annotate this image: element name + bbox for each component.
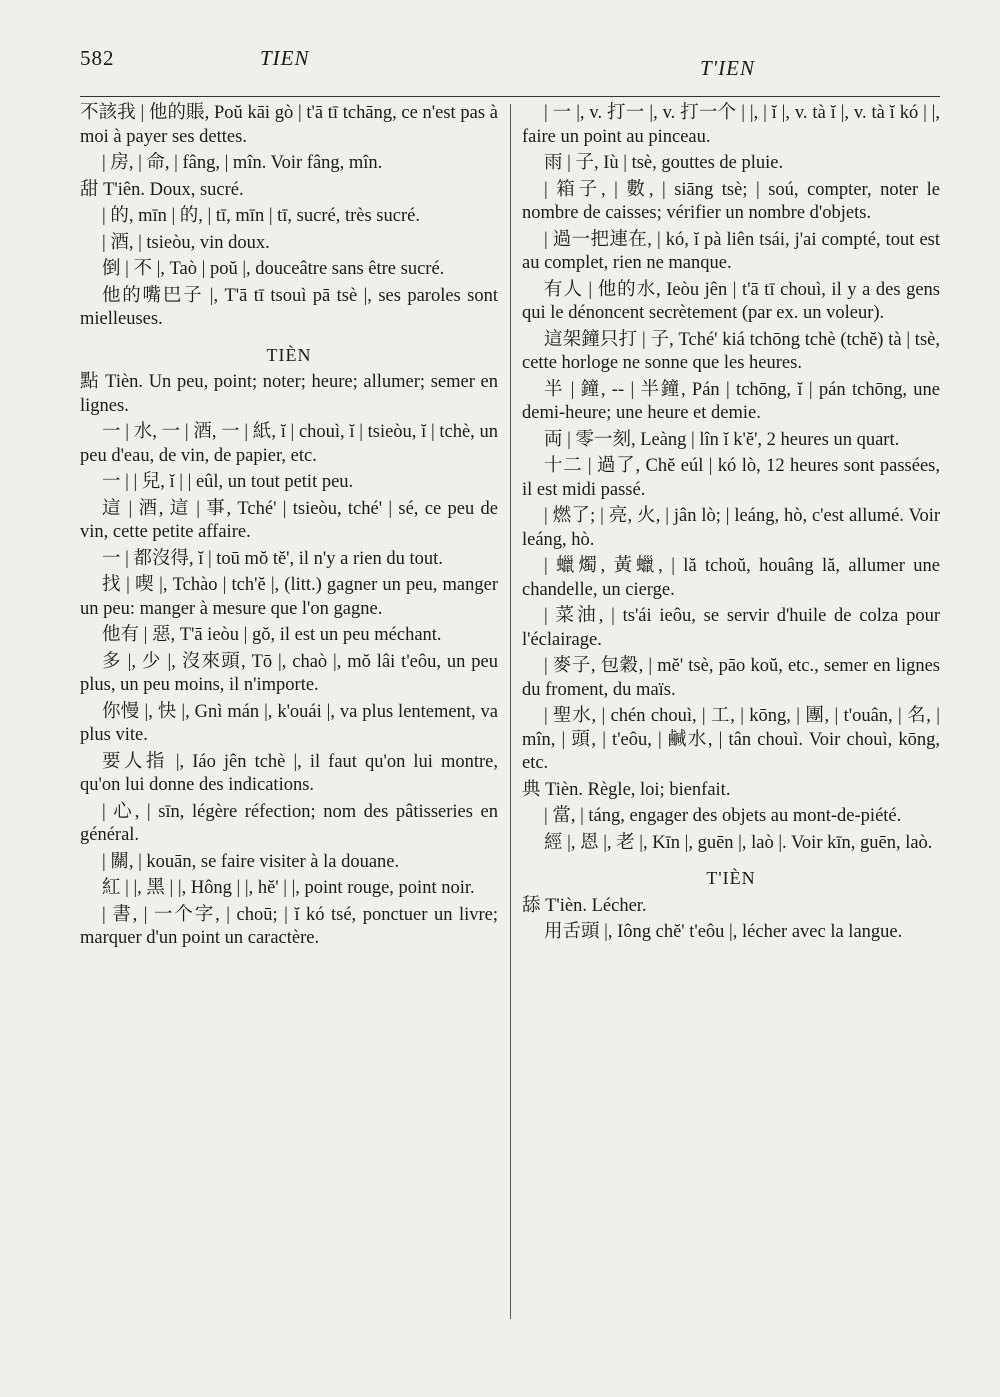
entry: | 酒, | tsieòu, vin doux. — [102, 232, 270, 253]
entry: 你慢 |, 快 |, Gnì mán |, k'ouái |, va plus lentement, va plus vite. — [80, 701, 498, 745]
entry: | 菜油, | ts'ái ieôu, se servir d'huile de colza pour l'éclairage. — [522, 606, 940, 650]
entry: | 書, | 一个字, | choū; | ĭ kó tsé, ponctuer un livre; marquer d'un point un caractère. — [80, 904, 498, 948]
entry: | 過一把連在, | kó, ĭ pà liên tsái, j'ai compté, tout est au complet, rien ne manque. — [522, 229, 940, 273]
entry: 両 | 零一刻, Leàng | lîn ĭ k'ĕ', 2 heures un quart. — [544, 429, 900, 450]
entry: 這架鐘只打 | 子, Tché' kiá tchōng tchè (tchĕ) tà | tsè, cette horloge ne sonne que les heures. — [522, 329, 940, 373]
entry: 要人指 |, Iáo jên tchè |, il faut qu'on lui montre, qu'on lui donne des indications. — [80, 751, 498, 795]
left-running-head: TIEN — [260, 46, 310, 70]
headword-entry: 典 Tièn. Règle, loi; bienfait. — [522, 779, 731, 800]
left-column — [80, 102, 498, 954]
entry: 雨 | 子, Iù | tsè, gouttes de pluie. — [544, 153, 784, 173]
entry: | 蠟燭, 黃蠟, | lă tchoŭ, houâng lă, allumer une chandelle, un cierge. — [522, 556, 940, 600]
entry: 他的嘴巴子 |, T'ā tī tsouì pā tsè |, ses paroles sont mielleuses. — [80, 285, 498, 329]
headword-entry: 點 Tièn. Un peu, point; noter; heure; allumer; semer en lignes. — [80, 372, 498, 416]
entry: 一 | 水, 一 | 酒, 一 | 紙, ĭ | chouì, ĭ | tsieòu, ĭ | tchè, un peu d'eau, de vin, de papier, etc. — [80, 422, 498, 466]
entry: 半 | 鐘, -- | 半鐘, Pán | tchōng, ĭ | pán tchōng, une demi-heure; une heure et demie. — [522, 379, 940, 423]
entry: 一 | | 兒, ĭ | | eûl, un tout petit peu. — [102, 472, 354, 492]
entry: | 燃了; | 亮, 火, | jân lò; | leáng, hò, c'est allumé. Voir leáng, hò. — [522, 506, 940, 550]
entry: 倒 | 不 |, Taò | poŭ |, douceâtre sans être sucré. — [102, 259, 445, 279]
headword-entry: 舔 T'ièn. Lécher. — [522, 895, 647, 916]
entry: 多 |, 少 |, 沒來頭, Tō |, chaò |, mŏ lâi t'eôu, un peu plus, un peu moins, il n'importe. — [80, 651, 498, 695]
entry: 一 | 都沒得, ĭ | toū mŏ tĕ', il n'y a rien du tout. — [102, 548, 443, 569]
section-heading: T'IÈN — [706, 868, 756, 888]
entry: 他有 | 惡, T'ā ieòu | gŏ, il est un peu méchant. — [102, 625, 442, 645]
section-heading: TIÈN — [266, 344, 312, 365]
entry: 用舌頭 |, Iông chĕ' t'eôu |, lécher avec la langue. — [544, 922, 903, 942]
right-running-head: T'IEN — [700, 56, 755, 80]
page-number: 582 — [80, 46, 115, 70]
entry: 找 | 喫 |, Tchào | tch'ĕ |, (litt.) gagner un peu, manger un peu: manger à mesure que l'on gagne. — [80, 575, 498, 619]
entry: 紅 | |, 黑 | |, Hông | |, hĕ' | |, point rouge, point noir. — [102, 878, 475, 898]
entry: | 關, | kouān, se faire visiter à la douane. — [102, 851, 400, 872]
entry: | 的, mīn | 的, | tī, mīn | tī, sucré, très sucré. — [102, 206, 420, 226]
entry: 經 |, 恩 |, 老 |, Kīn |, guēn |, laò |. Voir kīn, guēn, laò. — [544, 832, 933, 853]
right-column — [522, 102, 940, 948]
entry: 這 | 酒, 這 | 事, Tché' | tsieòu, tché' | sé, ce peu de vin, cette petite affaire. — [80, 498, 498, 542]
column-divider — [510, 104, 511, 1319]
entry: | 房, | 命, | fâng, | mîn. Voir fâng, mîn. — [102, 153, 383, 173]
entry: 不該我 | 他的賬, Poŭ kāi gò | t'ā tī tchāng, ce n'est pas à moi à payer ses dettes. — [80, 103, 498, 147]
entry: 十二 | 過了, Chĕ eúl | kó lò, 12 heures sont passées, il est midi passé. — [522, 456, 940, 500]
entry: 有人 | 他的水, Ieòu jên | t'ā tī chouì, il y a des gens qui le dénoncent secrètement (par ex. un voleur). — [522, 279, 940, 323]
entry: | 當, | táng, engager des objets au mont-de-piété. — [544, 806, 902, 826]
header-rule — [80, 96, 940, 97]
entry: | 箱子, | 數, | siāng tsè; | soú, compter, noter le nombre de caisses; vérifier un nombre d'objets. — [522, 179, 940, 223]
entry: | 麥子, 包穀, | mĕ' tsè, pāo koŭ, etc., semer en lignes du froment, du maïs. — [522, 656, 940, 700]
entry: | 一 |, v. 打一 |, v. 打一个 | |, | ĭ |, v. tà ĭ |, v. tà ĭ kó | |, faire un point au pinceau. — [522, 103, 940, 147]
entry: | 聖水, | chén chouì, | 工, | kōng, | 團, | t'ouân, | 名, | mîn, | 頭, | t'eôu, | 鹹水, | tân chouì. Voir chouì, kōng, etc. — [522, 706, 940, 773]
entry: | 心, | sīn, légère réfection; nom des pâtisseries en général. — [80, 801, 498, 845]
headword-entry: 甜 T'iên. Doux, sucré. — [80, 179, 244, 200]
